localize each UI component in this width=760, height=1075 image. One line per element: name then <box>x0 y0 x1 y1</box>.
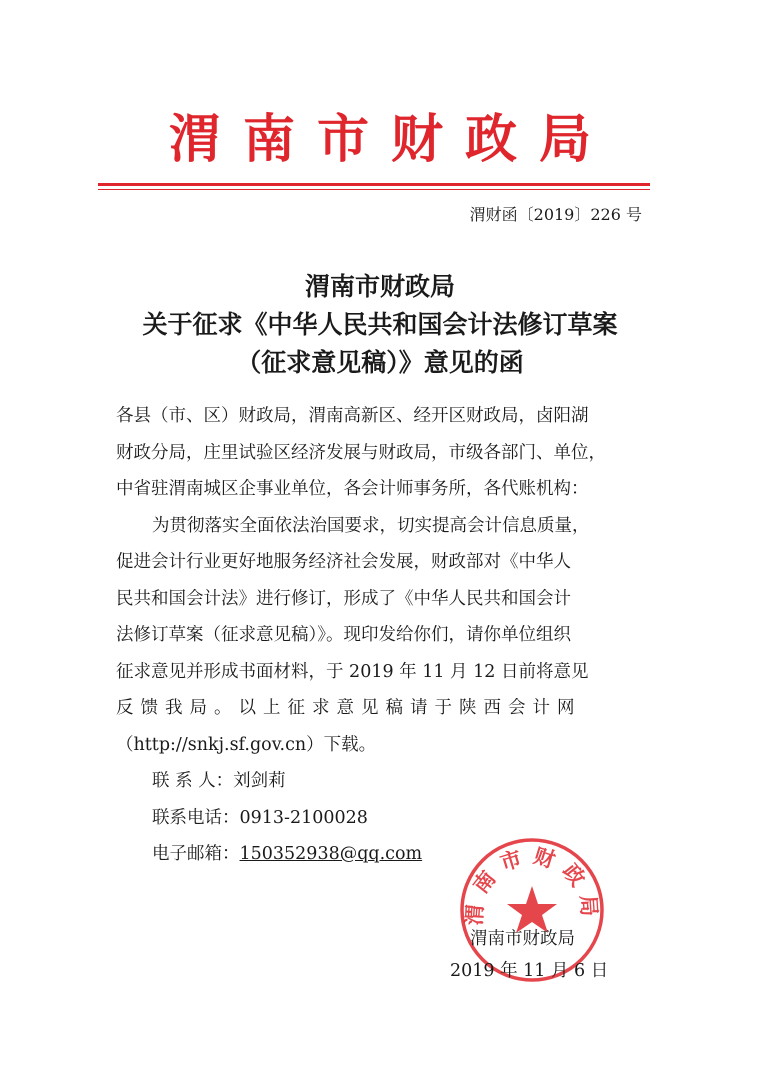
body-line: （http://snkj.sf.gov.cn）下载。 <box>116 734 377 755</box>
signature-date: 2019 年 11 月 6 日 <box>450 961 609 981</box>
signature-organization: 渭南市财政局 <box>470 929 575 949</box>
document-number: 渭财函〔2019〕226 号 <box>469 205 642 224</box>
body-line: 为贯彻落实全面依法治国要求，切实提高会计信息质量， <box>152 515 590 536</box>
letterhead-rule-thin <box>98 189 650 190</box>
body-line: 民共和国会计法》进行修订，形成了《中华人民共和国会计 <box>116 588 571 609</box>
body-line: 法修订草案（征求意见稿）》。现印发给你们，请你单位组织 <box>116 625 571 645</box>
email-link[interactable]: 150352938@qq.com <box>239 844 423 864</box>
contact-person-label: 联 系 人： <box>152 771 234 791</box>
seal-text: 渭南市财政局 <box>461 842 603 927</box>
contact-phone <box>116 800 666 837</box>
contact-phone-label: 联系电话： <box>152 807 240 828</box>
contact-person <box>116 763 666 800</box>
contact-phone-value: 0913-2100028 <box>239 807 368 828</box>
body-line: 促进会计行业更好地服务经济社会发展，财政部对《中华人 <box>116 552 571 572</box>
letterhead-rule <box>98 183 650 186</box>
body-line: 中省驻渭南城区企事业单位，各会计师事务所，各代账机构： <box>116 479 589 499</box>
contact-person-value: 刘剑莉 <box>233 771 286 791</box>
title-line-2: 关于征求《中华人民共和国会计法修订草案 <box>142 310 618 339</box>
title-line-3: （征求意见稿）》意见的函 <box>236 348 524 377</box>
document-title <box>0 268 760 382</box>
contact-email-label: 电子邮箱： <box>152 844 240 864</box>
title-line-1: 渭南市财政局 <box>304 272 455 301</box>
body-line: 财政分局，庄里试验区经济发展与财政局，市级各部门、单位， <box>116 442 606 463</box>
body-line: 反馈我局。以上征求意见稿请于陕西会计网 <box>116 698 582 718</box>
document-body <box>116 398 666 873</box>
letterhead-title: 渭南市财政局 <box>168 109 613 170</box>
body-line: 征求意见并形成书面材料，于 2019 年 11 月 12 日前将意见 <box>116 661 589 682</box>
body-line: 各县（市、区）财政局，渭南高新区、经开区财政局，卤阳湖 <box>116 406 589 426</box>
